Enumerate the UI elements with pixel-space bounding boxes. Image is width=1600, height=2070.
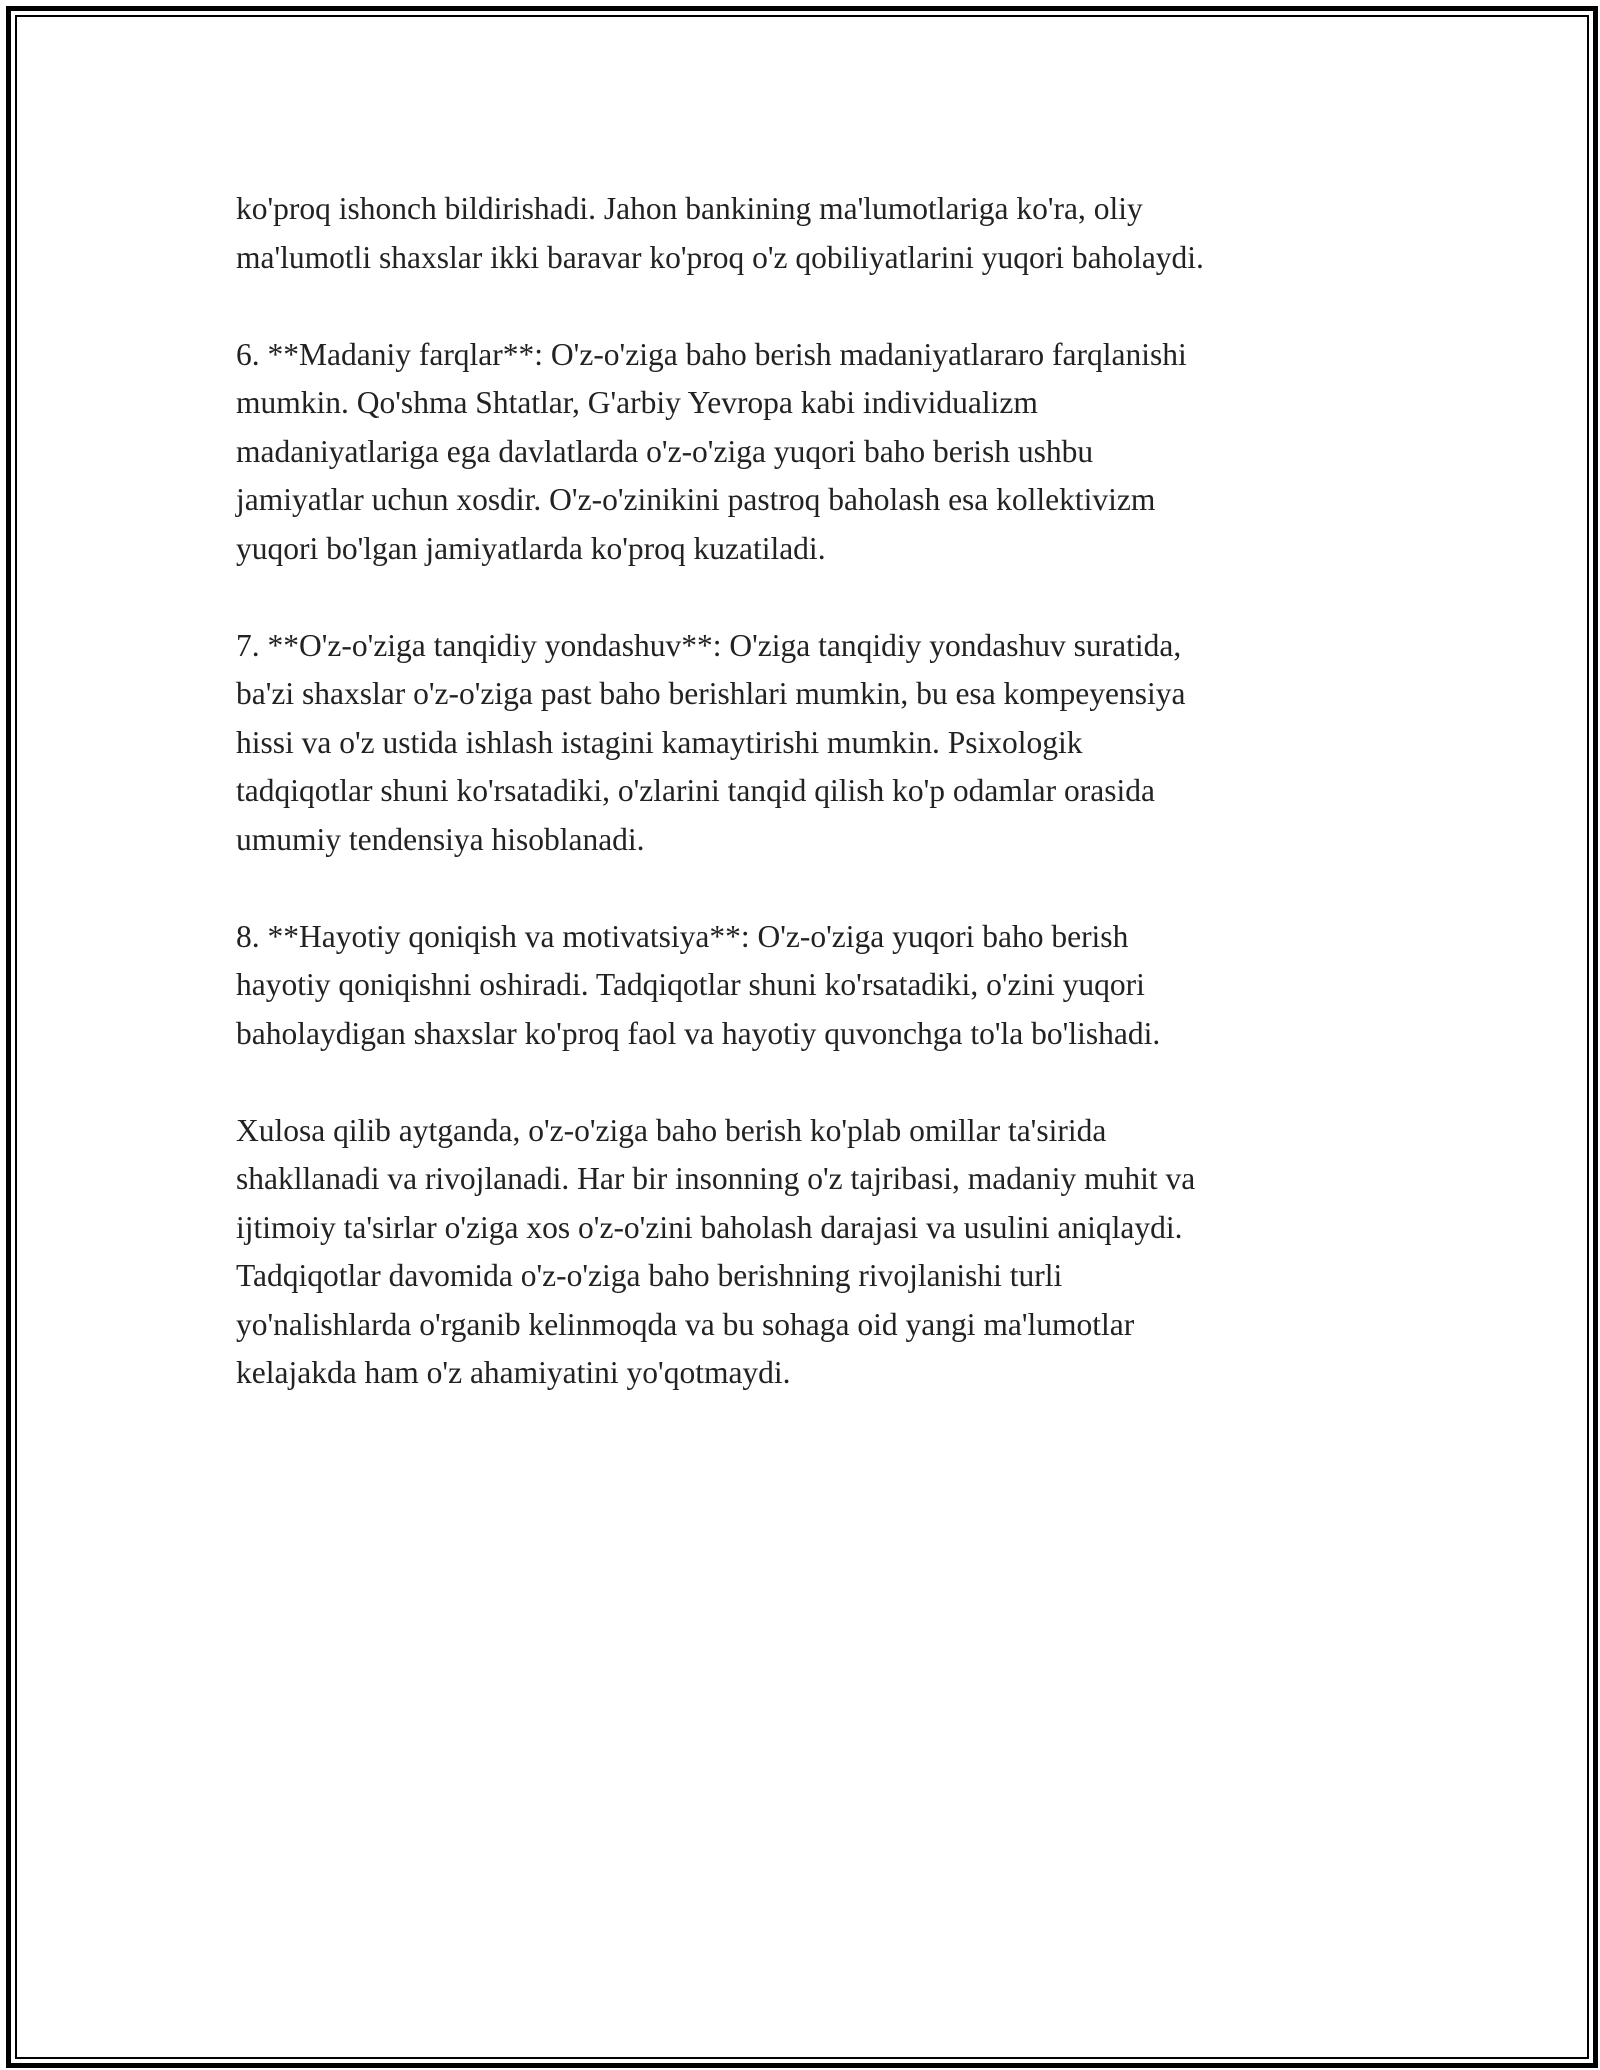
paragraph-continuation: ko'proq ishonch bildirishadi. Jahon bankining ma'lumotlariga ko'ra, oliy ma'lumotli shaxslar ikki baravar ko'proq o'z qobiliyatlarini yuqori baholaydi. <box>236 191 1204 275</box>
paragraph-item-7-self-criticism: 7. **O'z-o'ziga tanqidiy yondashuv**: O'ziga tanqidiy yondashuv suratida, ba'zi shaxslar o'z-o'ziga past baho berishlari mumkin, bu esa kompeyensiya hissi va o'z ustida ishlash istagini kamaytirishi mumkin. Psixologik tadqiqotlar shuni ko'rsatadiki, o'zlarini tanqid qilish ko'p odamlar orasida umumiy tendensiya hisoblanadi. <box>236 627 1186 857</box>
paragraph-conclusion: Xulosa qilib aytganda, o'z-o'ziga baho berish ko'plab omillar ta'sirida shakllanadi va rivojlanadi. Har bir insonning o'z tajribasi, madaniy muhit va ijtimoiy ta'sirlar o'ziga xos o'z-o'zini baholash darajasi va usulini aniqlaydi. Tadqiqotlar davomida o'z-o'ziga baho berishning rivojlanishi turli yo'nalishlarda o'rganib kelinmoqda va bu sohaga oid yangi ma'lumotlar kelajakda ham o'z ahamiyatini yo'qotmaydi. <box>236 1112 1196 1390</box>
paragraph-item-6-cultural-differences: 6. **Madaniy farqlar**: O'z-o'ziga baho berish madaniyatlararo farqlanishi mumkin. Qo'shma Shtatlar, G'arbiy Yevropa kabi individualizm madaniyatlariga ega davlatlarda o'z-o'ziga yuqori baho berish ushbu jamiyatlar uchun xosdir. O'z-o'zinikini pastroq baholash esa kollektivizm yuqori bo'lgan jamiyatlarda ko'proq kuzatiladi. <box>236 336 1187 566</box>
document-body <box>236 185 1376 1446</box>
paragraph-item-8-life-satisfaction: 8. **Hayotiy qoniqish va motivatsiya**: O'z-o'ziga yuqori baho berish hayotiy qoniqishni oshiradi. Tadqiqotlar shuni ko'rsatadiki, o'zini yuqori baholaydigan shaxslar ko'proq faol va hayotiy quvonchga to'la bo'lishadi. <box>236 918 1161 1051</box>
